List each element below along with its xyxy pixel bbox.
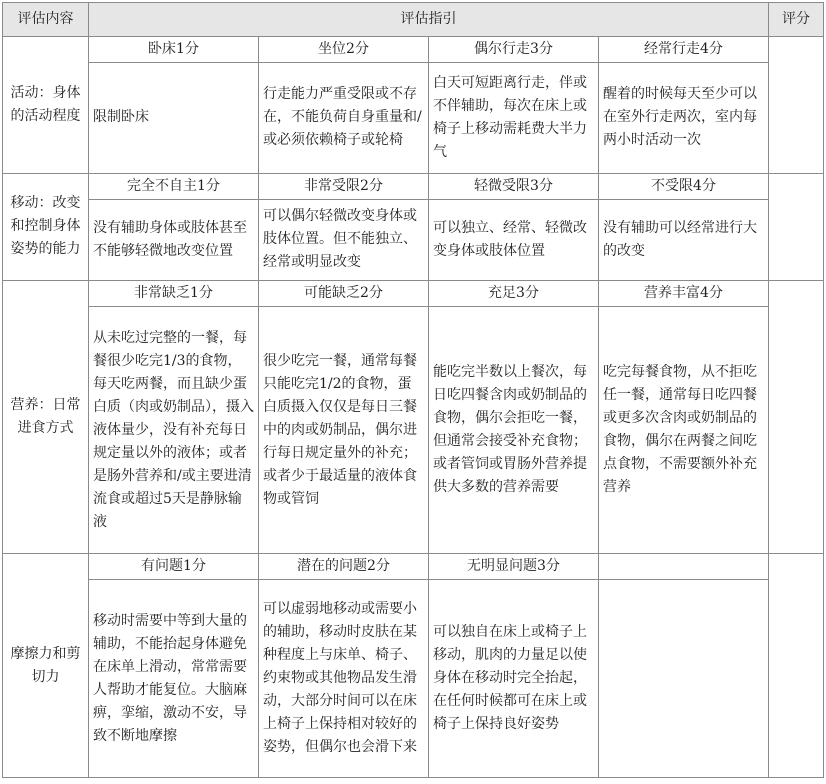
level-row: [3, 280, 824, 306]
level-label: 可能缺乏2分: [259, 280, 429, 306]
level-label: 经常行走4分: [599, 37, 769, 63]
level-description: 没有辅助身体或肢体甚至不能够轻微地改变位置: [89, 199, 259, 280]
criterion-cell: 活动：身体的活动程度: [3, 37, 89, 173]
level-description: 行走能力严重受限或不存在，不能负荷自身重量和/或必须依赖椅子或轮椅: [259, 63, 429, 173]
header-item: 评估内容: [3, 3, 89, 37]
level-label: 坐位2分: [259, 37, 429, 63]
level-row: [3, 173, 824, 199]
level-label: 无明显问题3分: [429, 554, 599, 580]
assessment-table: [2, 2, 824, 778]
level-label: 卧床1分: [89, 37, 259, 63]
level-label: 不受限4分: [599, 173, 769, 199]
level-description: 可以独自在床上或椅子上移动，肌肉的力量足以使身体在移动时完全抬起，在任何时候都可在床上或椅子上保持良好姿势: [429, 580, 599, 778]
level-label: 充足3分: [429, 280, 599, 306]
level-description: 很少吃完一餐，通常每餐只能吃完1/2的食物，蛋白质摄入仅仅是每日三餐中的肉或奶制品，偶尔进行每日规定量外的补充；或者少于最适量的液体食物或管饲: [259, 306, 429, 554]
criterion-cell: 移动：改变和控制身体姿势的能力: [3, 173, 89, 280]
score-cell[interactable]: [769, 554, 824, 778]
level-label: 有问题1分: [89, 554, 259, 580]
score-cell[interactable]: [769, 173, 824, 280]
level-description: 醒着的时候每天至少可以在室外行走两次，室内每两小时活动一次: [599, 63, 769, 173]
criterion-cell: 营养：日常进食方式: [3, 280, 89, 554]
level-description: 可以独立、经常、轻微改变身体或肢体位置: [429, 199, 599, 280]
level-description: [599, 580, 769, 778]
header-guide: 评估指引: [89, 3, 769, 37]
criterion-cell: 摩擦力和剪切力: [3, 554, 89, 778]
description-row: [3, 580, 824, 778]
level-label: 非常受限2分: [259, 173, 429, 199]
level-label: 轻微受限3分: [429, 173, 599, 199]
level-description: 可以虚弱地移动或需要小的辅助，移动时皮肤在某种程度上与床单、椅子、约束物或其他物品发生滑动，大部分时间可以在床上椅子上保持相对较好的姿势，但偶尔也会滑下来: [259, 580, 429, 778]
level-label: [599, 554, 769, 580]
level-description: 没有辅助可以经常进行大的改变: [599, 199, 769, 280]
level-label: 潜在的问题2分: [259, 554, 429, 580]
score-cell[interactable]: [769, 37, 824, 173]
description-row: [3, 63, 824, 173]
header-row: [3, 3, 824, 37]
level-row: [3, 554, 824, 580]
level-description: 从未吃过完整的一餐，每餐很少吃完1/3的食物，每天吃两餐，而且缺少蛋白质（肉或奶制品），摄入液体量少，没有补充每日规定量以外的液体；或者是肠外营养和/或主要进清流食或超过5天是静脉输液: [89, 306, 259, 554]
level-description: 可以偶尔轻微改变身体或肢体位置。但不能独立、经常或明显改变: [259, 199, 429, 280]
score-cell[interactable]: [769, 280, 824, 554]
level-label: 偶尔行走3分: [429, 37, 599, 63]
level-description: 限制卧床: [89, 63, 259, 173]
level-row: [3, 37, 824, 63]
description-row: [3, 306, 824, 554]
header-score: 评分: [769, 3, 824, 37]
level-label: 非常缺乏1分: [89, 280, 259, 306]
level-label: 营养丰富4分: [599, 280, 769, 306]
level-description: 能吃完半数以上餐次，每日吃四餐含肉或奶制品的食物，偶尔会拒吃一餐，但通常会接受补充食物；或者管饲或胃肠外营养提供大多数的营养需要: [429, 306, 599, 554]
level-label: 完全不自主1分: [89, 173, 259, 199]
description-row: [3, 199, 824, 280]
level-description: 吃完每餐食物，从不拒吃任一餐，通常每日吃四餐或更多次含肉或奶制品的食物，偶尔在两餐之间吃点食物，不需要额外补充营养: [599, 306, 769, 554]
level-description: 移动时需要中等到大量的辅助，不能抬起身体避免在床单上滑动，常常需要人帮助才能复位。大脑麻痹，挛缩，激动不安，导致不断地摩擦: [89, 580, 259, 778]
level-description: 白天可短距离行走，伴或不伴辅助，每次在床上或椅子上移动需耗费大半力气: [429, 63, 599, 173]
